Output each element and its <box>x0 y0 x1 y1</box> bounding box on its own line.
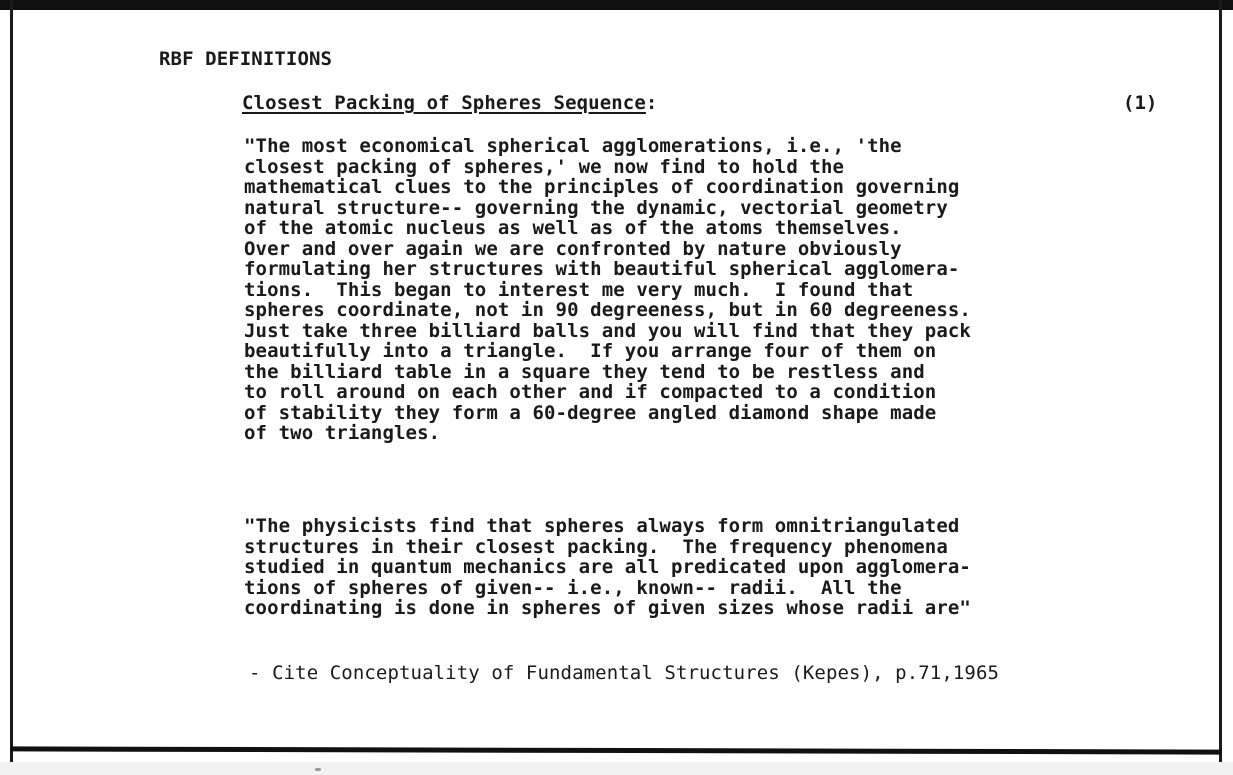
page-heading: RBF DEFINITIONS <box>159 48 333 70</box>
entry-title: Closest Packing of Spheres Sequence <box>242 92 646 114</box>
quote-paragraph-2: "The physicists find that spheres always form omnitriangulated structures in their closest packing. The frequency phenomena studied in quantum mechanics are all predicated upon agglomera- tions of spheres of given-- i.e., known-- radii. All the coordinating is done in spheres of given sizes whose radii are" <box>244 515 971 619</box>
card-left-border <box>10 0 13 775</box>
entry-title-colon: : <box>645 92 658 114</box>
citation-line: - Cite Conceptuality of Fundamental Structures (Kepes), p.71,1965 <box>249 662 1000 684</box>
ink-smudge <box>315 768 321 771</box>
entry-reference-number: (1) <box>1123 92 1158 114</box>
card-right-border <box>1219 0 1222 775</box>
quote-paragraph-1: "The most economical spherical agglomerations, i.e., 'the closest packing of spheres,' we now find to hold the mathematical clues to the principles of coordination governing natural structure-- governing the dynamic, vectorial geometry of the atomic nucleus as well as of the atoms themselves. Over and over again we are confronted by nature obviously formulating her structures with beautiful spherical agglomera- tions. This began to interest me very much. I found that spheres coordinate, not in 90 degreeness, but in 60 degreeness. Just take three billiard balls and you will find that they pack beautifully into a triangle. If you arrange four of them on the billiard table in a square they tend to be restless and to roll around on each other and if compacted to a condition of stability they form a 60-degree angled diamond shape made of two triangles. <box>244 135 971 444</box>
next-card-edge <box>0 762 1233 775</box>
card-bottom-border <box>10 746 1222 754</box>
entry-title-line <box>242 93 657 114</box>
card-top-border <box>0 0 1233 10</box>
